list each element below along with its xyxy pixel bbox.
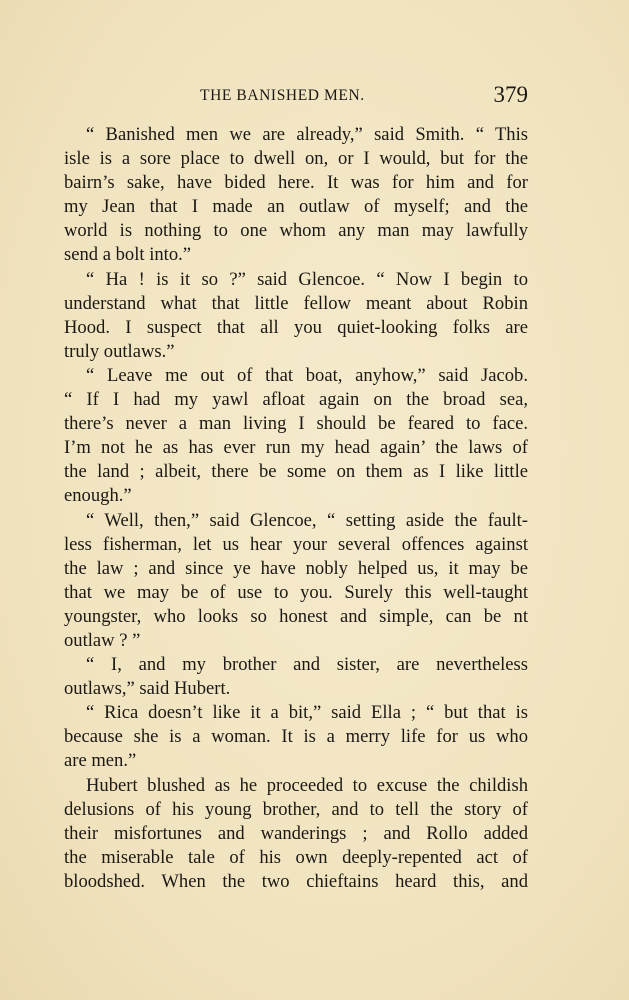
text-line: the law ; and since ye have nobly helped us, it may be xyxy=(64,557,528,579)
text-line: youngster, who looks so honest and simple, can be nt xyxy=(64,605,528,627)
text-line: enough.” xyxy=(64,485,132,507)
text-line: “ Ha ! is it so ?” said Glencoe. “ Now I begin to xyxy=(86,268,528,290)
text-line: Hubert blushed as he proceeded to excuse the childish xyxy=(86,774,528,796)
text-line: delusions of his young brother, and to tell the story of xyxy=(64,798,528,820)
text-line: outlaw ? ” xyxy=(64,629,141,651)
text-line: Hood. I suspect that all you quiet-looking folks are xyxy=(64,316,528,338)
text-line: “ Leave me out of that boat, anyhow,” said Jacob. xyxy=(86,364,528,386)
page-header xyxy=(64,82,528,112)
body-text xyxy=(64,123,528,894)
text-line: because she is a woman. It is a merry life for us who xyxy=(64,726,528,748)
text-line: less fisherman, let us hear your several offences against xyxy=(64,533,528,555)
text-line: the land ; albeit, there be some on them as I like little xyxy=(64,461,528,483)
text-line: “ Well, then,” said Glencoe, “ setting aside the fault- xyxy=(86,509,528,531)
text-line: understand what that little fellow meant about Robin xyxy=(64,292,528,314)
text-line: there’s never a man living I should be feared to face. xyxy=(64,413,528,435)
text-line: “ If I had my yawl afloat again on the broad sea, xyxy=(64,389,528,411)
text-line: truly outlaws.” xyxy=(64,340,175,362)
text-line: isle is a sore place to dwell on, or I would, but for the xyxy=(64,148,528,170)
text-line: their misfortunes and wanderings ; and Rollo added xyxy=(64,822,528,844)
text-line: outlaws,” said Hubert. xyxy=(64,678,231,700)
text-line: bloodshed. When the two chieftains heard this, and xyxy=(64,870,528,892)
text-line: “ Rica doesn’t like it a bit,” said Ella ; “ but that is xyxy=(86,702,528,724)
text-line: “ Banished men we are already,” said Smith. “ This xyxy=(86,124,528,145)
text-line: I’m not he as has ever run my head again’ the laws of xyxy=(64,437,528,459)
text-line: send a bolt into.” xyxy=(64,244,192,266)
running-head: THE BANISHED MEN. xyxy=(200,87,365,104)
text-line: the miserable tale of his own deeply-repented act of xyxy=(64,846,528,868)
text-line: “ I, and my brother and sister, are nevertheless xyxy=(86,654,528,676)
text-line: are men.” xyxy=(64,750,137,772)
text-line: that we may be of use to you. Surely this well-taught xyxy=(64,581,528,603)
page-number: 379 xyxy=(493,82,528,107)
text-line: my Jean that I made an outlaw of myself; and the xyxy=(64,196,528,218)
text-line: bairn’s sake, have bided here. It was for him and for xyxy=(64,172,528,194)
text-line: world is nothing to one whom any man may lawfully xyxy=(64,220,528,242)
